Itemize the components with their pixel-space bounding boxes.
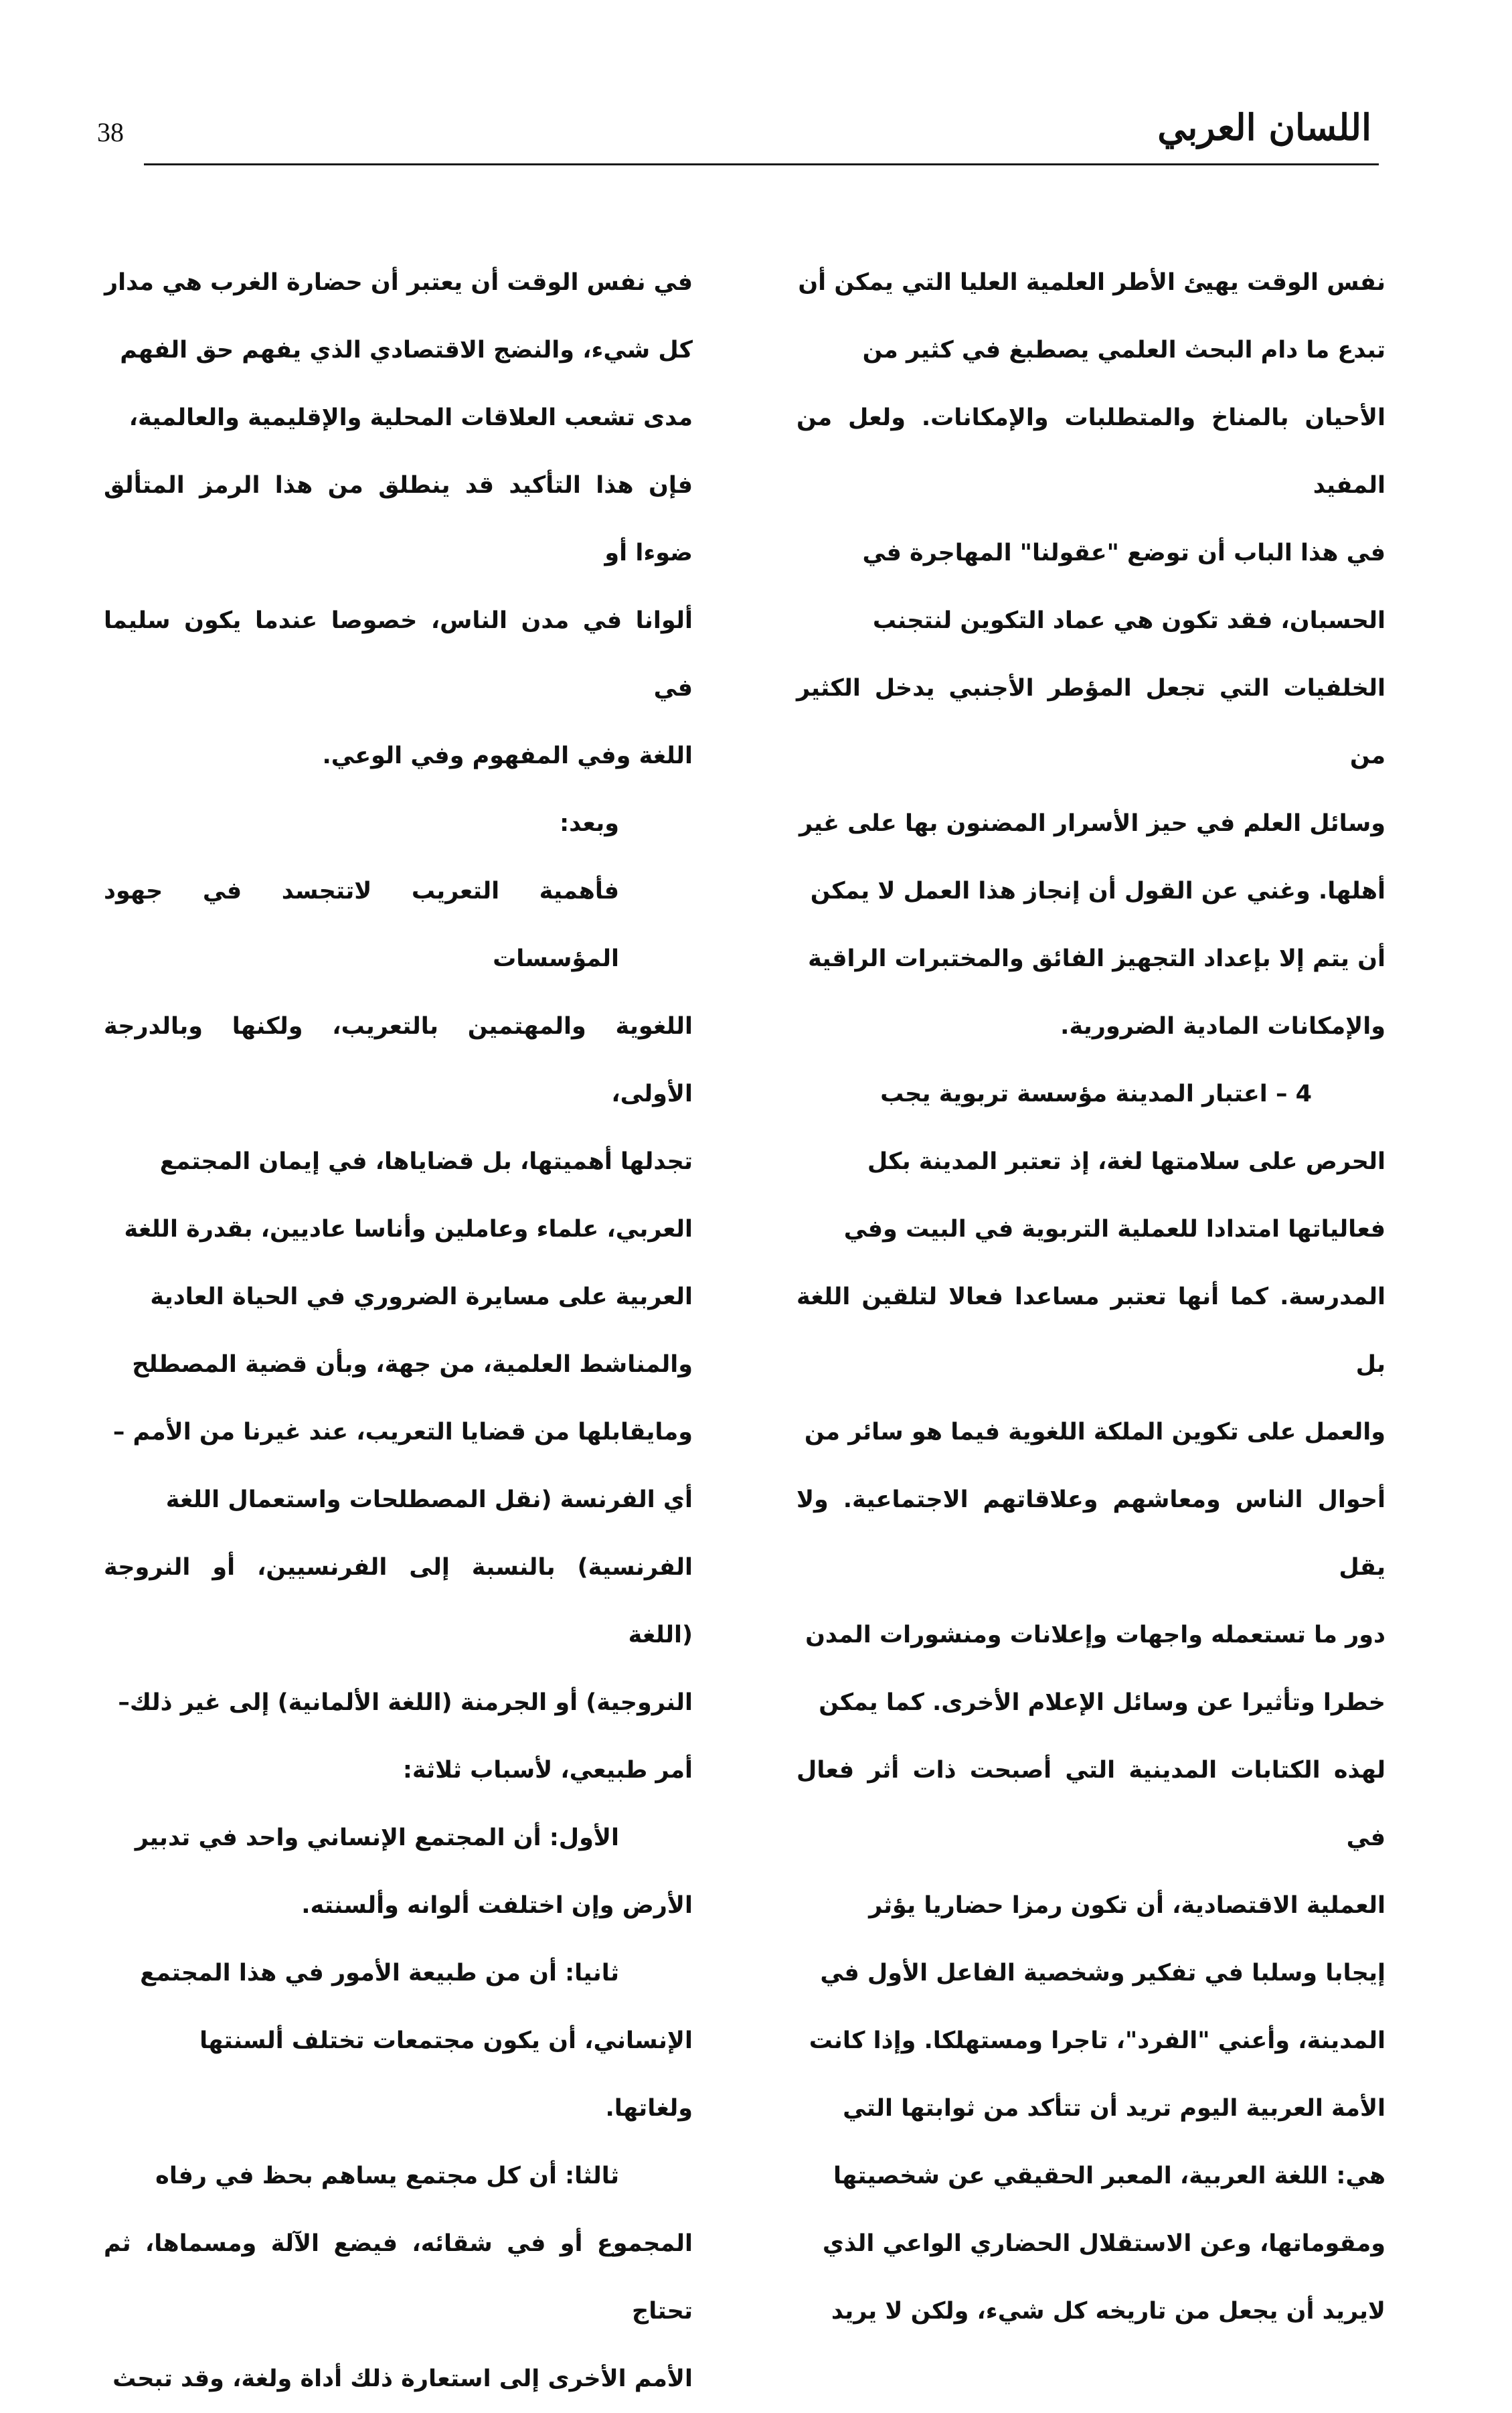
text-line: ومقوماتها، وعن الاستقلال الحضاري الواعي الذي (822, 2230, 1385, 2257)
text-line: في هذا الباب أن توضع "عقولنا" المهاجرة في (862, 540, 1385, 566)
text-line: أي الفرنسة (نقل المصطلحات واستعمال اللغة (165, 1486, 693, 1513)
text-line: النروجية) أو الجرمنة (اللغة الألمانية) إلى غير ذلك– (118, 1689, 693, 1716)
text-line: الأحيان بالمناخ والمتطلبات والإمكانات. ولعل من المفيد (796, 404, 1385, 499)
text-line: الخلفيات التي تجعل المؤطر الأجنبي يدخل الكثير من (796, 675, 1385, 769)
text-line: تجدلها أهميتها، بل قضاياها، في إيمان المجتمع (159, 1148, 693, 1175)
text-line: تبدع ما دام البحث العلمي يصطبغ في كثير من (862, 337, 1385, 364)
left-column (104, 249, 693, 2413)
text-line: المدينة، وأعني "الفرد"، تاجرا ومستهلكا. وإذا كانت (809, 2027, 1385, 2054)
text-line: فأهمية التعريب لاتتجسد في جهود المؤسسات (104, 878, 619, 972)
page-number: 38 (97, 117, 124, 147)
text-line: أن يتم إلا بإعداد التجهيز الفائق والمختبرات الراقية (808, 945, 1385, 972)
text-line: أهلها. وغني عن القول أن إنجاز هذا العمل لا يمكن (810, 878, 1385, 905)
text-line: ألوانا في مدن الناس، خصوصا عندما يكون سليما في (104, 607, 693, 702)
header-rule (144, 163, 1379, 165)
text-line: كل شيء، والنضج الاقتصادي الذي يفهم حق الفهم (120, 337, 693, 364)
right-column (796, 249, 1385, 2345)
text-line: الحرص على سلامتها لغة، إذ تعتبر المدينة بكل (867, 1148, 1385, 1175)
text-line: دور ما تستعمله واجهات وإعلانات ومنشورات المدن (805, 1622, 1385, 1648)
text-line: المدرسة. كما أنها تعتبر مساعدا فعالا لتلقين اللغة بل (796, 1283, 1385, 1378)
text-line: وبعد: (560, 810, 619, 837)
text-line: والعمل على تكوين الملكة اللغوية فيما هو سائر من (804, 1419, 1385, 1446)
text-line: ومايقابلها من قضايا التعريب، عند غيرنا من الأمم – (112, 1419, 693, 1446)
text-line: المجموع أو في شقائه، فيضع الآلة ومسماها، ثم تحتاج (104, 2230, 693, 2325)
text-line: أمر طبيعي، لأسباب ثلاثة: (402, 1757, 693, 1784)
text-line: هي: اللغة العربية، المعبر الحقيقي عن شخصيتها (833, 2163, 1385, 2189)
journal-title: اللسان العربي (1157, 106, 1371, 149)
text-line: لايريد أن يجعل من تاريخه كل شيء، ولكن لا يريد (831, 2298, 1385, 2325)
text-line: الأرض وإن اختلفت ألوانه وألسنته. (301, 1892, 693, 1919)
text-line: 4 – اعتبار المدينة مؤسسة تربوية يجب (880, 1081, 1312, 1107)
text-line: الفرنسية) بالنسبة إلى الفرنسيين، أو النروجة (اللغة (104, 1554, 693, 1648)
text-line: اللغوية والمهتمين بالتعريب، ولكنها وبالدرجة الأولى، (104, 1013, 693, 1107)
text-line: اللغة وفي المفهوم وفي الوعي. (322, 743, 693, 769)
text-line: خطرا وتأثيرا عن وسائل الإعلام الأخرى. كما يمكن (819, 1689, 1385, 1716)
text-line: في نفس الوقت أن يعتبر أن حضارة الغرب هي مدار (104, 269, 693, 296)
text-line: أحوال الناس ومعاشهم وعلاقاتهم الاجتماعية. ولا يقل (796, 1486, 1385, 1581)
text-line: فعالياتها امتدادا للعملية التربوية في البيت وفي (843, 1216, 1385, 1243)
text-line: نفس الوقت يهيئ الأطر العلمية العليا التي يمكن أن (798, 269, 1385, 296)
text-line: الإنساني، أن يكون مجتمعات تختلف ألسنتها (199, 2027, 693, 2054)
text-line: وسائل العلم في حيز الأسرار المضنون بها على غير (799, 810, 1385, 837)
text-line: العربية على مسايرة الضروري في الحياة العادية (150, 1283, 693, 1310)
text-line: العملية الاقتصادية، أن تكون رمزا حضاريا يؤثر (869, 1892, 1385, 1919)
text-line: والإمكانات المادية الضرورية. (1060, 1013, 1385, 1040)
text-line: والمناشط العلمية، من جهة، وبأن قضية المصطلح (132, 1351, 693, 1378)
text-line: الحسبان، فقد تكون هي عماد التكوين لنتجنب (872, 607, 1385, 634)
text-line: ولغاتها. (605, 2095, 693, 2122)
text-line: الأول: أن المجتمع الإنساني واحد في تدبير (135, 1824, 619, 1851)
text-line: إيجابا وسلبا في تفكير وشخصية الفاعل الأول في (820, 1960, 1385, 1987)
text-line: ثالثا: أن كل مجتمع يساهم بحظ في رفاه (155, 2163, 619, 2189)
text-line: ثانيا: أن من طبيعة الأمور في هذا المجتمع (140, 1960, 619, 1987)
text-line: العربي، علماء وعاملين وأناسا عاديين، بقدرة اللغة (124, 1216, 693, 1243)
text-line: الأمة العربية اليوم تريد أن تتأكد من ثوابتها التي (843, 2095, 1385, 2122)
text-line: الأمم الأخرى إلى استعارة ذلك أداة ولغة، وقد تبحث (112, 2365, 693, 2392)
text-line: لهذه الكتابات المدينية التي أصبحت ذات أثر فعال في (796, 1757, 1385, 1851)
text-line: مدى تشعب العلاقات المحلية والإقليمية والعالمية، (129, 404, 693, 431)
text-line: فإن هذا التأكيد قد ينطلق من هذا الرمز المتألق ضوءا أو (104, 472, 693, 566)
